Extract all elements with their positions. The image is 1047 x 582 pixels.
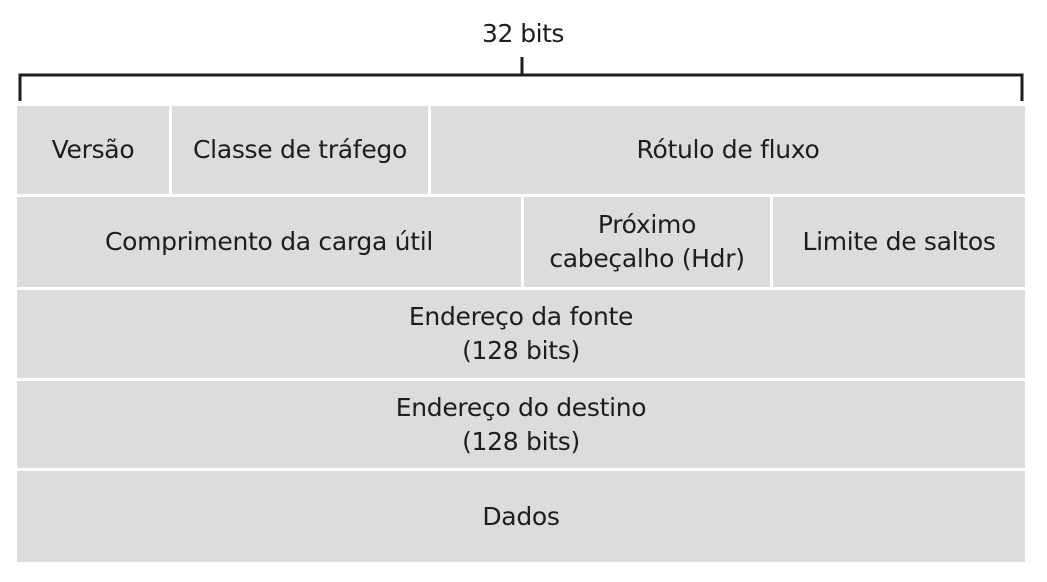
width-bracket bbox=[17, 56, 1027, 104]
field-traffic-class bbox=[172, 106, 428, 194]
field-hop-limit bbox=[773, 197, 1025, 287]
field-hop-limit-label: Limite de saltos bbox=[802, 227, 996, 256]
field-version bbox=[17, 106, 169, 194]
field-next-header-line2: cabeçalho (Hdr) bbox=[549, 244, 745, 273]
field-payload-length-label: Comprimento da carga útil bbox=[104, 227, 434, 256]
field-destination-address-line1: Endereço do destino bbox=[395, 392, 647, 422]
field-next-header-line1: Próximo bbox=[597, 210, 697, 239]
field-next-header bbox=[524, 197, 770, 287]
width-label-32-bits: 32 bits bbox=[482, 19, 564, 48]
field-source-address-line1: Endereço da fonte bbox=[408, 302, 634, 331]
field-destination-address-line2: (128 bits) bbox=[462, 426, 580, 456]
field-source-address-line2: (128 bits) bbox=[462, 336, 580, 365]
field-flow-label bbox=[431, 106, 1025, 194]
field-flow-label-label: Rótulo de fluxo bbox=[636, 135, 820, 164]
field-version-label: Versão bbox=[51, 135, 135, 164]
field-destination-address bbox=[17, 381, 1025, 468]
field-traffic-class-label: Classe de tráfego bbox=[193, 135, 407, 164]
field-source-address bbox=[17, 290, 1025, 378]
field-data-label: Dados bbox=[482, 501, 560, 531]
field-data bbox=[17, 471, 1025, 562]
field-payload-length bbox=[17, 197, 521, 287]
